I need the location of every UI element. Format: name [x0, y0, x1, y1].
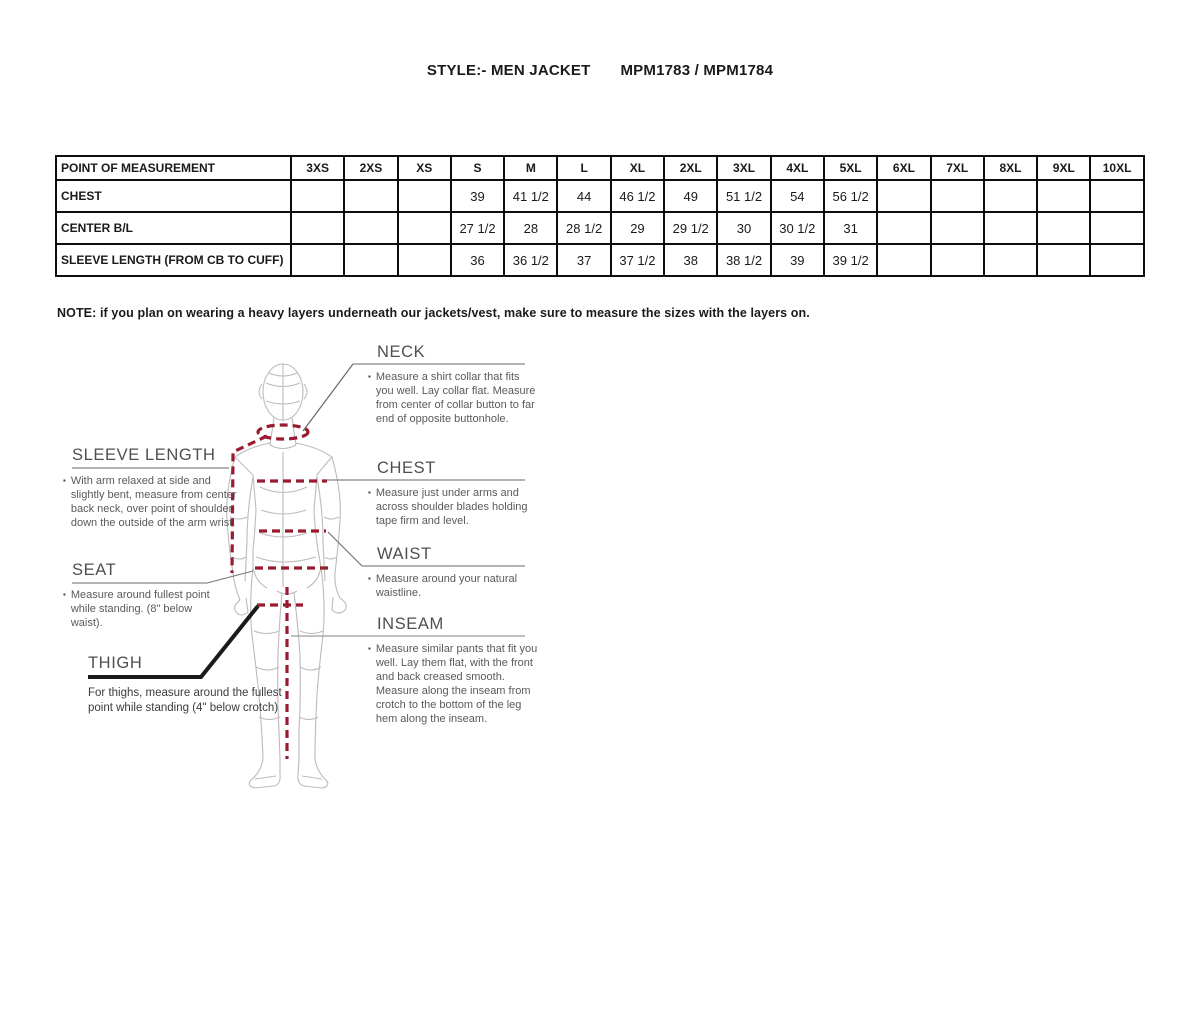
centerbl-s: 27 1/2 [451, 212, 504, 244]
col-header-10xl: 10XL [1090, 156, 1143, 180]
col-header-2xs: 2XS [344, 156, 397, 180]
style-codes: MPM1783 / MPM1784 [620, 62, 774, 79]
centerbl-10xl [1090, 212, 1143, 244]
sleeve-6xl [877, 244, 930, 276]
seat-label: SEAT [72, 561, 117, 579]
centerbl-2xl: 29 1/2 [664, 212, 717, 244]
chest-xs [398, 180, 451, 212]
sleeve-8xl [984, 244, 1037, 276]
neck-label: NECK [377, 343, 426, 361]
document-title [0, 62, 1200, 79]
col-header-xs: XS [398, 156, 451, 180]
chest-label: CHEST [377, 459, 436, 477]
col-header-5xl: 5XL [824, 156, 877, 180]
centerbl-5xl: 31 [824, 212, 877, 244]
centerbl-xs [398, 212, 451, 244]
sleeve-3xs [291, 244, 344, 276]
size-chart-table [55, 155, 1145, 277]
sleeve-4xl: 39 [771, 244, 824, 276]
col-header-m: M [504, 156, 557, 180]
chest-10xl [1090, 180, 1143, 212]
col-header-6xl: 6XL [877, 156, 930, 180]
chest-2xl: 49 [664, 180, 717, 212]
thigh-label: THIGH [88, 654, 143, 672]
waist-description: ▪ Measure around your natural waistline. [368, 573, 518, 599]
sleeve-length-description: ▪ With arm relaxed at side and slightly bent, measure from center back neck, over point of shoulder, down the outside of the arm wrist. [63, 475, 237, 529]
col-header-8xl: 8XL [984, 156, 1037, 180]
bullet-icon: ▪ [368, 372, 371, 381]
table-row-center-bl [56, 212, 1144, 244]
sleeve-xl: 37 1/2 [611, 244, 664, 276]
chest-3xs [291, 180, 344, 212]
col-header-point-of-measurement: POINT OF MEASUREMENT [56, 156, 291, 180]
centerbl-7xl [931, 212, 984, 244]
chest-7xl [931, 180, 984, 212]
centerbl-4xl: 30 1/2 [771, 212, 824, 244]
chest-4xl: 54 [771, 180, 824, 212]
sleeve-s: 36 [451, 244, 504, 276]
col-header-3xs: 3XS [291, 156, 344, 180]
col-header-xl: XL [611, 156, 664, 180]
col-header-3xl: 3XL [717, 156, 770, 180]
chest-s: 39 [451, 180, 504, 212]
sleeve-length-label: SLEEVE LENGTH [72, 446, 216, 464]
col-header-l: L [557, 156, 610, 180]
chest-2xs [344, 180, 397, 212]
measurement-diagram [55, 335, 595, 805]
centerbl-l: 28 1/2 [557, 212, 610, 244]
centerbl-3xl: 30 [717, 212, 770, 244]
style-title: STYLE:- MEN JACKET [426, 62, 591, 79]
centerbl-9xl [1037, 212, 1090, 244]
seat-description: ▪ Measure around fullest point while standing. (8" below waist). [63, 589, 210, 629]
sleeve-2xs [344, 244, 397, 276]
bullet-icon: ▪ [368, 488, 371, 497]
col-header-s: S [451, 156, 504, 180]
chest-5xl: 56 1/2 [824, 180, 877, 212]
sleeve-9xl [1037, 244, 1090, 276]
row-label-chest: CHEST [56, 180, 291, 212]
sleeve-3xl: 38 1/2 [717, 244, 770, 276]
col-header-4xl: 4XL [771, 156, 824, 180]
centerbl-xl: 29 [611, 212, 664, 244]
chest-9xl [1037, 180, 1090, 212]
chest-l: 44 [557, 180, 610, 212]
neck-connector-line [303, 364, 353, 431]
col-header-2xl: 2XL [664, 156, 717, 180]
table-row-chest [56, 180, 1144, 212]
size-chart-header-row [56, 156, 1144, 180]
centerbl-6xl [877, 212, 930, 244]
bullet-icon: ▪ [368, 644, 371, 653]
sleeve-l: 37 [557, 244, 610, 276]
sleeve-xs [398, 244, 451, 276]
sleeve-10xl [1090, 244, 1143, 276]
layers-note: NOTE: if you plan on wearing a heavy layers underneath our jackets/vest, make sure to measure the sizes with the layers on. [57, 306, 810, 320]
centerbl-8xl [984, 212, 1037, 244]
centerbl-2xs [344, 212, 397, 244]
chest-xl: 46 1/2 [611, 180, 664, 212]
row-label-sleeve-length: SLEEVE LENGTH (FROM CB TO CUFF) [56, 244, 291, 276]
centerbl-m: 28 [504, 212, 557, 244]
thigh-description: For thighs, measure around the fullest point while standing (4" below crotch) [88, 687, 282, 714]
chest-m: 41 1/2 [504, 180, 557, 212]
chest-3xl: 51 1/2 [717, 180, 770, 212]
waist-label: WAIST [377, 545, 432, 563]
neck-description: ▪ Measure a shirt collar that fits you well. Lay collar flat. Measure from center of collar button to far end of opposite buttonhole. [368, 371, 536, 425]
centerbl-3xs [291, 212, 344, 244]
col-header-7xl: 7XL [931, 156, 984, 180]
inseam-description: ▪ Measure similar pants that fit you well. Lay them flat, with the front and back creased smooth. Measure along the inseam from crotch to the bottom of the leg hem along the inseam. [368, 643, 538, 725]
chest-8xl [984, 180, 1037, 212]
chest-description: ▪ Measure just under arms and across shoulder blades holding tape firm and level. [368, 487, 528, 527]
inseam-label: INSEAM [377, 615, 444, 633]
seat-connector-line [207, 571, 253, 583]
bullet-icon: ▪ [63, 590, 66, 599]
table-row-sleeve-length [56, 244, 1144, 276]
bullet-icon: ▪ [368, 574, 371, 583]
row-label-center-bl: CENTER B/L [56, 212, 291, 244]
sleeve-7xl [931, 244, 984, 276]
col-header-9xl: 9XL [1037, 156, 1090, 180]
chest-6xl [877, 180, 930, 212]
bullet-icon: ▪ [63, 476, 66, 485]
waist-connector-line [328, 532, 362, 566]
sleeve-m: 36 1/2 [504, 244, 557, 276]
sleeve-2xl: 38 [664, 244, 717, 276]
sleeve-5xl: 39 1/2 [824, 244, 877, 276]
